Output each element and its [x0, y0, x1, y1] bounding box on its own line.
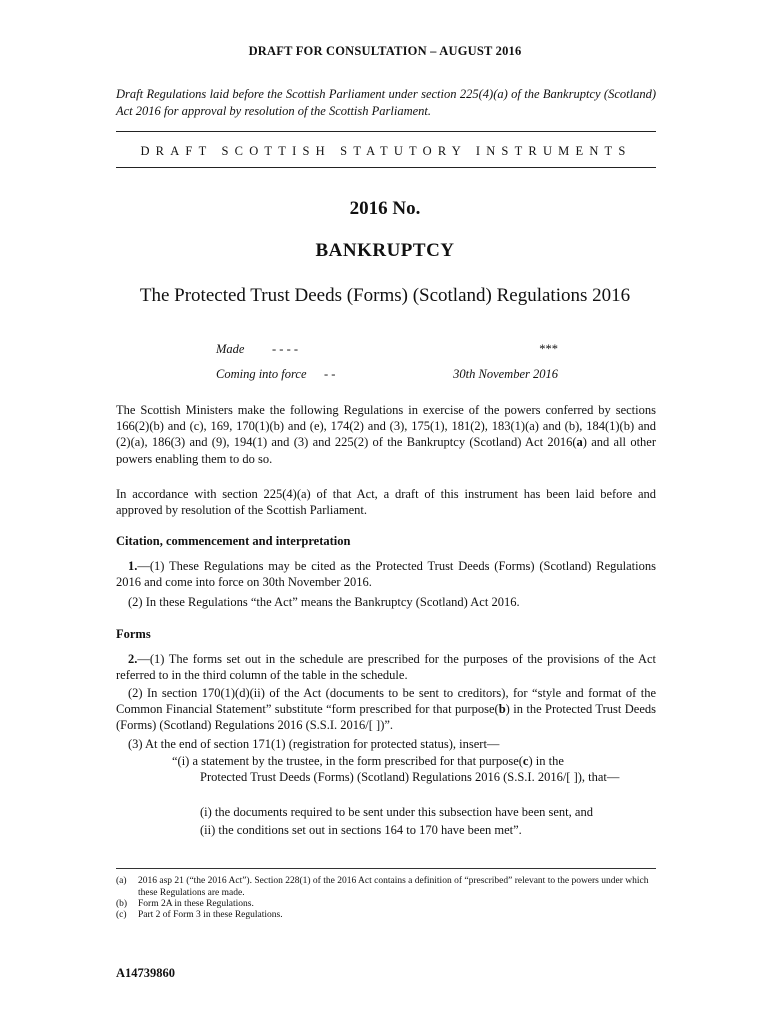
draft-consultation-label: DRAFT FOR CONSULTATION – AUGUST 2016 — [248, 44, 522, 58]
inserted-text-first-line — [172, 753, 656, 769]
intro-text: Draft Regulations laid before the Scottish Parliament under section 225(4)(a) of the Bankruptcy (Scotland) Act 2016 for approval by resolution of the Scottish Parliament. — [116, 87, 656, 118]
inserted-text: “(i) a statement by the trustee, in the form prescribed for that purpose( — [172, 754, 523, 768]
footnote-text: Form 2A in these Regulations. — [138, 899, 254, 909]
inserted-text-continuation: Protected Trust Deeds (Forms) (Scotland) Regulations 2016 (S.S.I. 2016/[ ]), that— — [200, 770, 620, 784]
preamble-text: The Scottish Ministers make the following Regulations in exercise of the powers conferred by sections 166(2)(b) and (c), 169, 170(1)(b) and (e), 174(2) and (3), 175(1), 181(2), 183(1)(a) and (b), 184(1)(b) and (2)(a), 186(3) and (9), 194(1) and (3) and 225(2) of the Bankruptcy (Scotland) Act 2016( — [116, 403, 656, 450]
made-label: Made — [216, 342, 245, 356]
footnote-c — [116, 910, 656, 922]
preamble-text-end: ) and all other powers enabling them to do so. — [116, 435, 657, 466]
instrument-number: 2016 No. — [349, 198, 421, 219]
top-rule — [116, 131, 656, 132]
footnote-rule — [116, 868, 656, 869]
instrument-title: The Protected Trust Deeds (Forms) (Scotland) Regulations 2016 — [139, 285, 631, 306]
section-1-text: —(1) These Regulations may be cited as the Protected Trust Deeds (Forms) (Scotland) Regulations 2016 and come into force on 30th November 2016. — [116, 559, 656, 590]
footnote-ref-c: c — [522, 754, 529, 768]
preamble-paragraph-2: In accordance with section 225(4)(a) of that Act, a draft of this instrument has been laid before and approved by resolution of the Scottish Parliament. — [116, 487, 656, 518]
section-2-p2-text: (2) In section 170(1)(d)(ii) of the Act (documents to be sent to creditors), for “style and format of the Common Financial Statement” substitute “form prescribed for that purpose( — [116, 686, 656, 717]
section-2-text: —(1) The forms set out in the schedule are prescribed for the purposes of the provisions of the Act referred to in the third column of the table in the schedule. — [116, 652, 656, 683]
section-2-heading: Forms — [116, 627, 151, 641]
section-2-paragraph-1 — [116, 651, 656, 683]
section-1-number: 1. — [128, 559, 138, 573]
section-1-heading: Citation, commencement and interpretation — [116, 534, 351, 548]
coming-into-force-label: Coming into force — [216, 367, 307, 381]
coming-into-force-value: 30th November 2016 — [453, 367, 558, 381]
section-2-number: 2. — [128, 652, 138, 666]
footnote-a — [116, 876, 656, 900]
made-value: *** — [539, 342, 558, 356]
coming-into-force-dashes: - - — [324, 367, 336, 381]
made-dashes: - - - - — [272, 342, 299, 356]
footnote-ref-a: a — [576, 435, 583, 450]
section-1-paragraph-2: (2) In these Regulations “the Act” means the Bankruptcy (Scotland) Act 2016. — [128, 595, 520, 609]
footnote-mark: (b) — [116, 899, 128, 909]
section-2-paragraph-3: (3) At the end of section 171(1) (registration for protected status), insert— — [128, 737, 500, 751]
subject-heading: BANKRUPTCY — [315, 240, 455, 261]
inserted-text-end: ) in the — [528, 754, 564, 768]
footnote-mark: (c) — [116, 910, 127, 920]
series-heading: DRAFT SCOTTISH STATUTORY INSTRUMENTS — [140, 144, 632, 158]
bottom-rule — [116, 167, 656, 168]
footnote-mark: (a) — [116, 876, 127, 886]
section-1-paragraph-1 — [116, 558, 656, 590]
footnote-text: Part 2 of Form 3 in these Regulations. — [138, 910, 283, 920]
inserted-item-i: (i) the documents required to be sent under this subsection have been sent, and — [200, 805, 593, 819]
document-number: A14739860 — [116, 966, 176, 980]
made-row — [216, 342, 558, 358]
coming-into-force-row — [216, 367, 558, 383]
section-2-paragraph-2 — [116, 685, 656, 734]
section-2-p2-text-end: ) in the Protected Trust Deeds (Forms) (Scotland) Regulations 2016 (S.S.I. 2016/[ ])”. — [116, 702, 656, 733]
footnote-text: 2016 asp 21 (“the 2016 Act”). Section 228(1) of the 2016 Act contains a definition of “prescribed” relevant to the powers under which these Regulations are made. — [138, 876, 649, 898]
inserted-item-ii: (ii) the conditions set out in sections 164 to 170 have been met”. — [200, 823, 522, 837]
footnote-ref-b: b — [498, 702, 506, 717]
preamble-paragraph-1 — [116, 402, 656, 467]
